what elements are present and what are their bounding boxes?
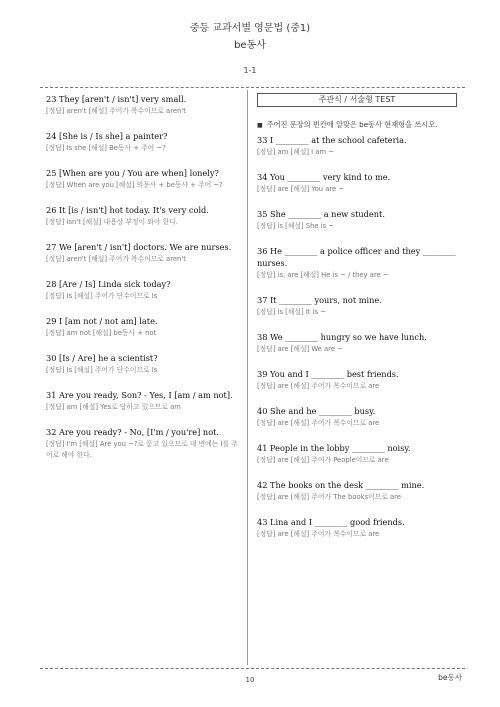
left-column — [46, 93, 241, 474]
question-text: 23 They [aren't / isn't] very small. — [46, 94, 187, 104]
question-text: 43 Lina and I ________ good friends. — [257, 517, 405, 527]
question-text: 32 Are you ready? - No, [I'm / you're] not. — [46, 427, 220, 437]
instruction-text: 주어진 문장의 빈칸에 알맞은 be동사 현재형을 쓰시오. — [266, 120, 438, 129]
question-item — [46, 352, 241, 376]
top-divider — [40, 87, 465, 88]
footer-topic: be동사 — [438, 673, 462, 682]
answer-text: [정답] are [해설] 주어가 복수이므로 are — [257, 382, 380, 390]
question-text: 30 [Is / Are] he a scientist? — [46, 353, 158, 363]
answer-text: [정답] I'm [해설] Are you ~?로 묻고 있으므로 대 변에는 I를 주어로 해야 한다. — [46, 440, 238, 459]
question-text: 38 We ________ hungry so we have lunch. — [257, 332, 427, 342]
answer-text: [정답] are [해설] We are ~ — [257, 345, 343, 353]
answer-text: [정답] are [해설] 주어가 복수이므로 are — [257, 419, 380, 427]
question-item — [257, 516, 457, 540]
page-number: 10 — [245, 676, 255, 684]
answer-text: [정답] Is [해설] 주어가 단수이므로 Is — [46, 292, 158, 300]
question-item — [257, 208, 457, 232]
answer-text: [정답] aren't [해설] 주어가 복수이므로 aren't — [46, 255, 186, 263]
question-item — [46, 241, 241, 265]
answer-text: [정답] Is [해설] 주어가 단수이므로 Is — [46, 366, 158, 374]
question-item — [46, 278, 241, 302]
answer-text: [정답] is [해설] It is ~ — [257, 308, 326, 316]
answer-text: [정답] are [해설] 주어가 The books이므로 are — [257, 493, 401, 501]
question-text: 24 [She is / Is she] a painter? — [46, 131, 168, 141]
question-text: 40 She and he ________ busy. — [257, 406, 376, 416]
section-number: 1-1 — [243, 66, 257, 75]
question-text: 28 [Are / Is] Linda sick today? — [46, 279, 171, 289]
question-item — [257, 331, 457, 355]
page-title: 중등 교과서별 영문법 (중1) — [189, 23, 311, 34]
question-item — [257, 405, 457, 429]
answer-text: [정답] When are you [해설] 의문사 + be동사 + 주어 ~? — [46, 181, 223, 189]
question-text: 29 I [am not / not am] late. — [46, 316, 158, 326]
question-text: 42 The books on the desk ________ mine. — [257, 480, 425, 490]
answer-text: [정답] are [해설] 주어가 복수이므로 are — [257, 530, 380, 538]
question-item — [257, 368, 457, 392]
question-text: 25 [When are you / You are when] lonely? — [46, 168, 219, 178]
answer-text: [정답] is, are [해설] He is ~ / they are ~ — [257, 271, 389, 279]
test-section-title: 주관식 / 서술형 TEST — [257, 93, 457, 107]
question-item — [257, 171, 457, 195]
question-item — [257, 479, 457, 503]
answer-text: [정답] am [해설] I am ~ — [257, 148, 334, 156]
column-divider — [247, 90, 248, 665]
question-item — [46, 167, 241, 191]
question-text: 36 He ________ a police officer and they ________ nurses. — [257, 246, 456, 268]
square-bullet-icon: ■ — [257, 122, 263, 129]
page-header — [0, 22, 500, 53]
question-item — [46, 93, 241, 117]
answer-text: [정답] isn't [해설] 내용상 부정이 와야 한다. — [46, 218, 178, 226]
question-text: 31 Are you ready, Son? - Yes, I [am / am not]. — [46, 390, 233, 400]
answer-text: [정답] Is she [해설] Be동사 + 주어 ~? — [46, 144, 166, 152]
question-text: 35 She ________ a new student. — [257, 209, 385, 219]
answer-text: [정답] am [해설] Yes로 답하고 있으므로 am — [46, 403, 181, 411]
question-item — [46, 389, 241, 413]
bottom-divider — [40, 668, 465, 669]
question-text: 27 We [aren't / isn't] doctors. We are nurses. — [46, 242, 232, 252]
question-text: 39 You and I ________ best friends. — [257, 369, 399, 379]
question-item — [257, 134, 457, 158]
question-text: 34 You ________ very kind to me. — [257, 172, 391, 182]
answer-text: [정답] am not [해설] be동사 + not — [46, 329, 157, 337]
question-item — [257, 442, 457, 466]
question-item — [46, 315, 241, 339]
answer-text: [정답] are [해설] You are ~ — [257, 185, 345, 193]
answer-text: [정답] are [해설] 주어가 People이므로 are — [257, 456, 389, 464]
page-subtitle: be동사 — [234, 40, 266, 51]
question-item — [46, 204, 241, 228]
question-item — [257, 245, 457, 281]
question-text: 33 I ________ at the school cafeteria. — [257, 135, 407, 145]
question-text: 41 People in the lobby ________ noisy. — [257, 443, 411, 453]
question-item — [257, 294, 457, 318]
answer-text: [정답] is [해설] She is ~ — [257, 222, 335, 230]
question-text: 37 It ________ yours, not mine. — [257, 295, 382, 305]
answer-text: [정답] aren't [해설] 주어가 복수이므로 aren't — [46, 107, 186, 115]
question-text: 26 It [is / isn't] hot today. It's very cold. — [46, 205, 209, 215]
test-instructions — [257, 119, 457, 132]
question-item — [46, 130, 241, 154]
right-column — [257, 93, 457, 553]
question-item — [46, 426, 241, 461]
